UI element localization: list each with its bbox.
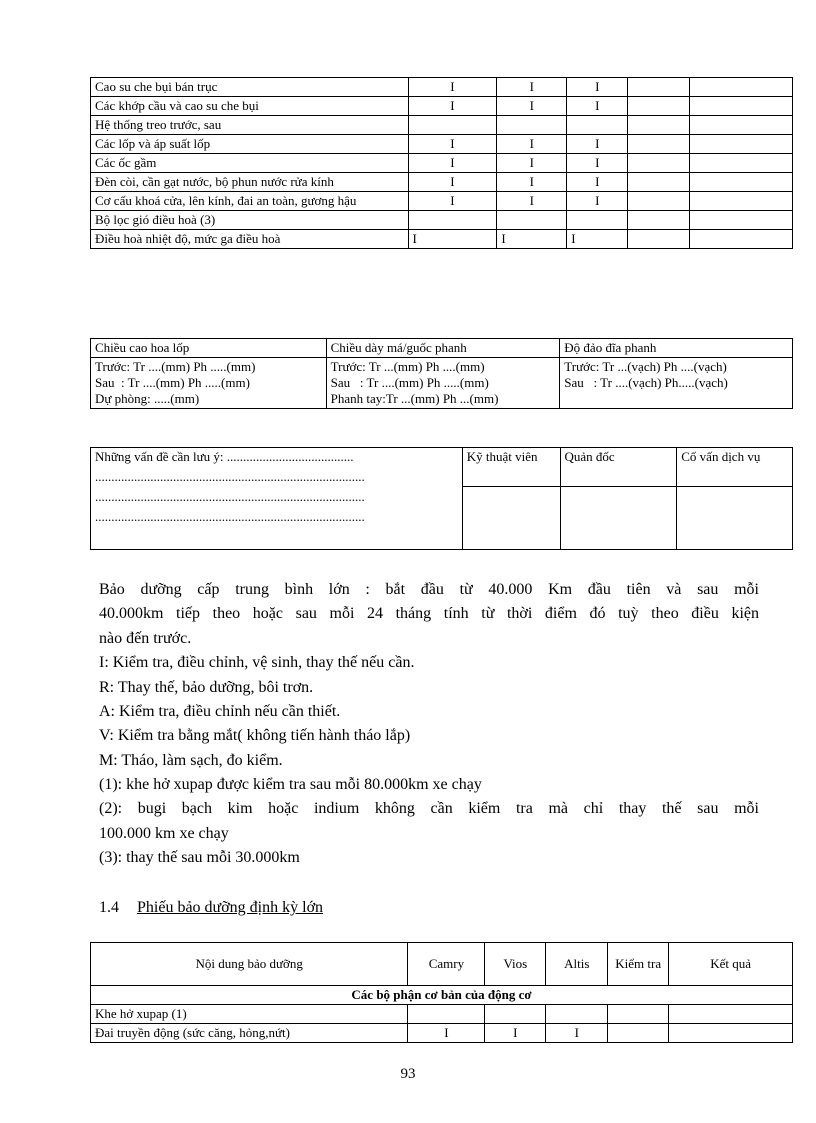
tire-spare-line: Dự phòng: .....(mm) bbox=[95, 391, 200, 406]
vios-cell bbox=[497, 116, 567, 135]
result-cell bbox=[690, 135, 793, 154]
section-title: Phiếu bảo dưỡng định kỳ lớn bbox=[137, 899, 324, 916]
camry-cell: I bbox=[408, 230, 497, 249]
tire-tread-header: Chiều cao hoa lốp bbox=[91, 339, 327, 358]
camry-cell: I bbox=[408, 154, 497, 173]
check-cell bbox=[628, 173, 690, 192]
camry-cell: I bbox=[408, 97, 497, 116]
check-cell bbox=[608, 1024, 669, 1043]
result-cell bbox=[690, 192, 793, 211]
item-cell: Đèn còi, cần gạt nước, bộ phun nước rửa kính bbox=[91, 173, 409, 192]
camry-cell: I bbox=[408, 135, 497, 154]
parking-brake-line: Phanh tay:Tr ...(mm) Ph ...(mm) bbox=[330, 391, 499, 406]
maintenance-table-top bbox=[90, 77, 793, 249]
paragraph-line: 40.000km tiếp theo hoặc sau mỗi 24 tháng tính từ thời điểm đó tuỳ theo điều kiện bbox=[99, 605, 759, 622]
service-advisor-signature bbox=[677, 487, 793, 550]
item-cell: Đai truyền động (sức căng, hỏng,nứt) bbox=[91, 1024, 408, 1043]
table-row bbox=[91, 192, 793, 211]
result-cell bbox=[669, 1024, 793, 1043]
paragraph-line: nào đến trước. bbox=[99, 630, 192, 647]
tire-tread-values bbox=[91, 358, 327, 409]
altis-cell: I bbox=[567, 173, 628, 192]
note-1: (1): khe hở xupap được kiểm tra sau mỗi 80.000km xe chạy bbox=[99, 776, 482, 793]
check-cell bbox=[628, 97, 690, 116]
check-cell bbox=[628, 192, 690, 211]
vios-cell bbox=[485, 1005, 546, 1024]
pad-rear-line: Sau : Tr ....(mm) Ph .....(mm) bbox=[330, 375, 489, 390]
check-cell bbox=[628, 135, 690, 154]
notes-cell bbox=[91, 448, 463, 550]
camry-cell: I bbox=[408, 78, 497, 97]
disc-runout-header: Độ đảo đĩa phanh bbox=[560, 339, 793, 358]
camry-cell: I bbox=[408, 192, 497, 211]
vios-cell: I bbox=[497, 97, 567, 116]
page-number: 93 bbox=[400, 1066, 416, 1082]
foreman-header: Quản đốc bbox=[560, 448, 677, 487]
table-header-row bbox=[91, 943, 793, 986]
foreman-signature bbox=[560, 487, 677, 550]
item-cell: Hệ thống treo trước, sau bbox=[91, 116, 409, 135]
camry-cell bbox=[408, 116, 497, 135]
technician-header: Kỹ thuật viên bbox=[462, 448, 560, 487]
table-row bbox=[91, 1005, 793, 1024]
result-cell bbox=[669, 1005, 793, 1024]
notes-signature-table bbox=[90, 447, 793, 550]
vios-cell: I bbox=[497, 135, 567, 154]
table-row bbox=[91, 448, 793, 487]
table-row bbox=[91, 78, 793, 97]
legend-i: I: Kiểm tra, điều chỉnh, vệ sinh, thay thế nếu cần. bbox=[99, 654, 415, 671]
brake-pad-header: Chiều dày má/guốc phanh bbox=[326, 339, 560, 358]
table-row bbox=[91, 116, 793, 135]
notes-dotted-line: ................................................................................... bbox=[95, 509, 365, 524]
vios-cell: I bbox=[497, 173, 567, 192]
table-row bbox=[91, 135, 793, 154]
vios-cell: I bbox=[497, 230, 567, 249]
camry-cell: I bbox=[408, 173, 497, 192]
result-cell bbox=[690, 154, 793, 173]
camry-cell: I bbox=[408, 1024, 485, 1043]
check-cell bbox=[608, 1005, 669, 1024]
altis-cell: I bbox=[567, 154, 628, 173]
measurement-table bbox=[90, 338, 793, 409]
paragraph-line: Bảo dưỡng cấp trung bình lớn : bắt đầu từ 40.000 Km đầu tiên và sau mỗi bbox=[99, 581, 759, 598]
legend-m: M: Tháo, làm sạch, đo kiểm. bbox=[99, 752, 283, 769]
maintenance-table-bottom bbox=[90, 942, 793, 1043]
check-cell bbox=[628, 230, 690, 249]
vios-header: Vios bbox=[485, 943, 546, 986]
vios-cell: I bbox=[497, 78, 567, 97]
altis-cell: I bbox=[567, 230, 628, 249]
altis-cell: I bbox=[567, 78, 628, 97]
altis-cell: I bbox=[567, 135, 628, 154]
altis-cell bbox=[546, 1005, 608, 1024]
result-cell bbox=[690, 173, 793, 192]
section-heading bbox=[99, 896, 323, 920]
legend-v: V: Kiểm tra bằng mắt( không tiến hành tháo lắp) bbox=[99, 727, 411, 744]
check-cell bbox=[628, 116, 690, 135]
technician-signature bbox=[462, 487, 560, 550]
vios-cell: I bbox=[485, 1024, 546, 1043]
result-header: Kết quả bbox=[669, 943, 793, 986]
tire-rear-line: Sau : Tr ....(mm) Ph .....(mm) bbox=[95, 375, 250, 390]
item-cell: Các lốp và áp suất lốp bbox=[91, 135, 409, 154]
vios-cell: I bbox=[497, 192, 567, 211]
note-2-line: (2): bugi bạch kim hoặc indium không cần kiểm tra mà chỉ thay thế sau mỗi bbox=[99, 800, 759, 817]
vios-cell bbox=[497, 211, 567, 230]
camry-cell bbox=[408, 211, 497, 230]
result-cell bbox=[690, 97, 793, 116]
service-advisor-header: Cố vấn dịch vụ bbox=[677, 448, 793, 487]
check-cell bbox=[628, 154, 690, 173]
camry-header: Camry bbox=[408, 943, 485, 986]
altis-cell bbox=[567, 211, 628, 230]
result-cell bbox=[690, 78, 793, 97]
result-cell bbox=[690, 116, 793, 135]
table-row bbox=[91, 173, 793, 192]
altis-cell bbox=[567, 116, 628, 135]
altis-cell: I bbox=[567, 192, 628, 211]
notes-dotted-line: ................................................................................... bbox=[95, 489, 365, 504]
group-title: Các bộ phận cơ bản của động cơ bbox=[91, 986, 793, 1005]
legend-r: R: Thay thế, bảo dưỡng, bôi trơn. bbox=[99, 679, 314, 696]
camry-cell bbox=[408, 1005, 485, 1024]
notes-label: Những vấn đề cần lưu ý: ....................................... bbox=[95, 449, 354, 464]
table-row bbox=[91, 211, 793, 230]
altis-header: Altis bbox=[546, 943, 608, 986]
table-row bbox=[91, 230, 793, 249]
altis-cell: I bbox=[567, 97, 628, 116]
note-3: (3): thay thế sau mỗi 30.000km bbox=[99, 849, 300, 866]
item-cell: Điều hoà nhiệt độ, mức ga điều hoà bbox=[91, 230, 409, 249]
check-cell bbox=[628, 211, 690, 230]
disc-rear-line: Sau : Tr ....(vạch) Ph.....(vạch) bbox=[564, 375, 728, 390]
notes-dotted-line: ................................................................................... bbox=[95, 469, 365, 484]
tire-front-line: Trước: Tr ....(mm) Ph .....(mm) bbox=[95, 359, 256, 374]
table-row bbox=[91, 97, 793, 116]
disc-front-line: Trước: Tr ...(vạch) Ph ....(vạch) bbox=[564, 359, 727, 374]
section-number: 1.4 bbox=[99, 899, 119, 916]
item-cell: Cơ cấu khoá cửa, lên kính, đai an toàn, gương hậu bbox=[91, 192, 409, 211]
table-row bbox=[91, 154, 793, 173]
pad-front-line: Trước: Tr ...(mm) Ph ....(mm) bbox=[330, 359, 485, 374]
note-2-line: 100.000 km xe chạy bbox=[99, 825, 229, 842]
vios-cell: I bbox=[497, 154, 567, 173]
result-cell bbox=[690, 230, 793, 249]
table-header-row bbox=[91, 339, 793, 358]
disc-runout-values bbox=[560, 358, 793, 409]
table-row bbox=[91, 1024, 793, 1043]
content-header: Nội dung bảo dưỡng bbox=[91, 943, 408, 986]
item-cell: Khe hở xupap (1) bbox=[91, 1005, 408, 1024]
check-header: Kiểm tra bbox=[608, 943, 669, 986]
item-cell: Cao su che bụi bán trục bbox=[91, 78, 409, 97]
legend-a: A: Kiểm tra, điều chỉnh nếu cần thiết. bbox=[99, 703, 341, 720]
item-cell: Các ốc gầm bbox=[91, 154, 409, 173]
table-row bbox=[91, 358, 793, 409]
item-cell: Các khớp cầu và cao su che bụi bbox=[91, 97, 409, 116]
brake-pad-values bbox=[326, 358, 560, 409]
item-cell: Bộ lọc gió điều hoà (3) bbox=[91, 211, 409, 230]
result-cell bbox=[690, 211, 793, 230]
check-cell bbox=[628, 78, 690, 97]
group-row bbox=[91, 986, 793, 1005]
altis-cell: I bbox=[546, 1024, 608, 1043]
